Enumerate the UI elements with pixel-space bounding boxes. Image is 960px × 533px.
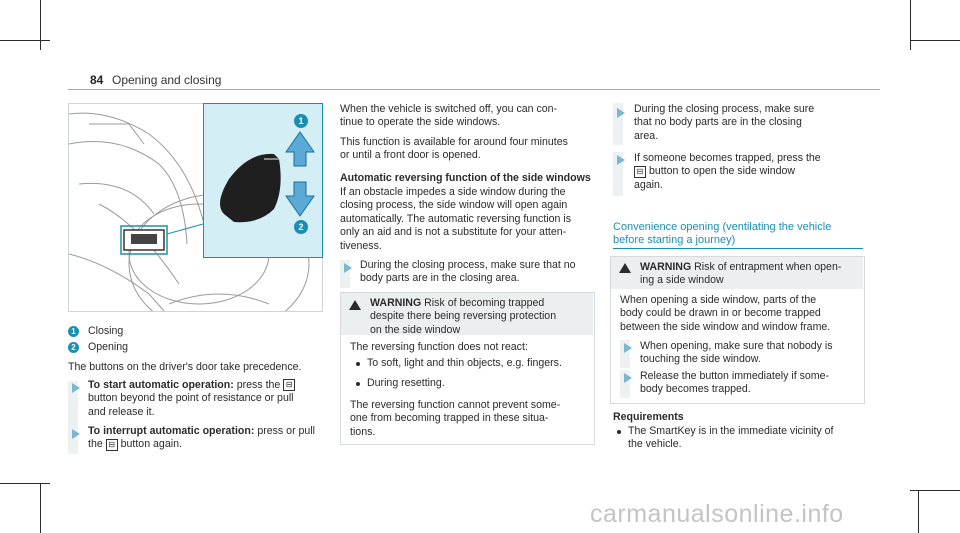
crop-mark [918, 490, 919, 533]
text-line: body could be drawn in or become trapped [620, 307, 821, 320]
crop-mark [0, 40, 50, 41]
text-line: the vehicle. [628, 438, 682, 451]
warning-text [620, 294, 860, 334]
text-line: again. [634, 178, 663, 191]
crop-mark [40, 0, 41, 50]
legend-label: Opening [87, 341, 129, 353]
text-line: If someone becomes trapped, press the [634, 152, 821, 164]
bullet [617, 430, 621, 434]
subheading: Automatic reversing function of the side windows [340, 172, 591, 184]
bullet-text [628, 425, 863, 452]
zoom-panel [203, 103, 323, 258]
bullet-text: During resetting. [367, 377, 445, 389]
paragraph [340, 103, 590, 130]
text-line: body becomes trapped. [640, 383, 751, 396]
text-line: This function is available for around four minutes [340, 136, 568, 148]
text-line: tinue to operate the side windows. [340, 116, 501, 129]
step-line: button again. [120, 438, 182, 451]
text-line: despite there being reversing protection [370, 310, 557, 323]
requirements-title: Requirements [613, 411, 684, 423]
step-title: To interrupt automatic operation: [88, 425, 255, 437]
text-line: one from becoming trapped in these situa- [350, 412, 549, 425]
text-line: button to open the side window [648, 165, 796, 178]
step-line: and release it. [88, 405, 155, 418]
step-line: press the [236, 379, 281, 391]
crop-mark [40, 483, 41, 533]
text-line: During the closing process, make sure [634, 103, 815, 115]
text-line: between the side window and window frame. [620, 320, 831, 333]
page-number: 84 [90, 73, 104, 87]
step-arrow-icon [617, 108, 625, 118]
step-text [634, 152, 864, 192]
legend-item [68, 341, 128, 354]
paragraph [340, 186, 595, 253]
bullet-text: To soft, light and thin objects, e.g. fingers. [367, 357, 562, 369]
header-rule [68, 89, 880, 90]
text-line: automatically. The automatic reversing function is [340, 212, 572, 225]
section-rule [613, 248, 863, 249]
figure-badge-1: 1 [294, 114, 308, 128]
crop-mark [910, 0, 911, 50]
window-switch-icon: ⊟ [106, 439, 118, 451]
paragraph [340, 136, 590, 163]
text-line: area. [634, 129, 659, 142]
text-line: closing process, the side window will open again [340, 199, 568, 212]
step-text [88, 379, 323, 419]
text-line: The reversing function cannot prevent some- [350, 399, 561, 411]
text-line: When opening a side window, parts of the [620, 294, 817, 306]
text-line: Convenience opening (ventilating the vehicle [613, 221, 832, 233]
warning-triangle-icon [349, 300, 361, 310]
text-line: before starting a journey) [613, 234, 736, 247]
warning-title [370, 297, 590, 337]
bullet [356, 362, 360, 366]
step-title: To start automatic operation: [88, 379, 234, 391]
text-line: touching the side window. [640, 353, 761, 366]
step-text [640, 370, 860, 397]
window-switch-icon: ⊟ [634, 166, 646, 178]
intro-text: The buttons on the driver's door take precedence. [68, 361, 302, 373]
warning-label: WARNING [370, 297, 422, 309]
text-line: Risk of becoming trapped [424, 297, 545, 309]
watermark: carmanualsonline.info [590, 500, 844, 528]
text-line: tiveness. [340, 239, 382, 252]
window-switch-icon: ⊟ [283, 379, 295, 391]
warning-title [640, 261, 860, 288]
text-line: that no body parts are in the closing [634, 116, 802, 129]
figure-badge-2: 2 [294, 220, 308, 234]
warning-text: The reversing function does not react: [350, 341, 528, 353]
step-arrow-icon [344, 263, 352, 273]
step-line: press or pull [257, 425, 316, 437]
legend-item [68, 325, 123, 338]
text-line: or until a front door is opened. [340, 149, 481, 162]
step-text [640, 340, 860, 367]
step-arrow-icon [72, 429, 80, 439]
step-text [634, 103, 864, 143]
text-line: ing a side window [640, 274, 724, 287]
text-line: The SmartKey is in the immediate vicinity of [628, 425, 834, 437]
arrow-up-icon [286, 132, 314, 166]
step-arrow-icon [72, 383, 80, 393]
section-title: Opening and closing [112, 73, 222, 87]
section-heading [613, 221, 863, 248]
step-arrow-icon [624, 343, 632, 353]
arrow-down-icon [286, 182, 314, 216]
crop-mark [0, 483, 50, 484]
legend-badge: 2 [68, 342, 79, 353]
warning-triangle-icon [619, 263, 631, 273]
warning-text [350, 399, 585, 439]
text-line: on the side window [370, 323, 461, 336]
text-line: When the vehicle is switched off, you can con- [340, 103, 558, 115]
step-line: button beyond the point of resistance or pull [88, 392, 294, 405]
step-line: the [88, 438, 103, 451]
text-line: When opening, make sure that nobody is [640, 340, 833, 352]
step-arrow-icon [624, 373, 632, 383]
text-line: body parts are in the closing area. [360, 272, 520, 285]
text-line: Release the button immediately if some- [640, 370, 830, 382]
crop-mark [910, 40, 960, 41]
legend-label: Closing [87, 325, 124, 337]
step-text [360, 259, 595, 286]
bullet [356, 382, 360, 386]
text-line: only an aid and is not a substitute for your atten- [340, 226, 567, 239]
step-text [88, 425, 323, 452]
text-line: If an obstacle impedes a side window during the [340, 186, 566, 198]
text-line: During the closing process, make sure that no [360, 259, 576, 271]
text-line: tions. [350, 425, 376, 438]
crop-mark [910, 490, 960, 491]
step-arrow-icon [617, 155, 625, 165]
legend-badge: 1 [68, 326, 79, 337]
warning-label: WARNING [640, 261, 692, 273]
text-line: Risk of entrapment when open- [694, 261, 842, 273]
